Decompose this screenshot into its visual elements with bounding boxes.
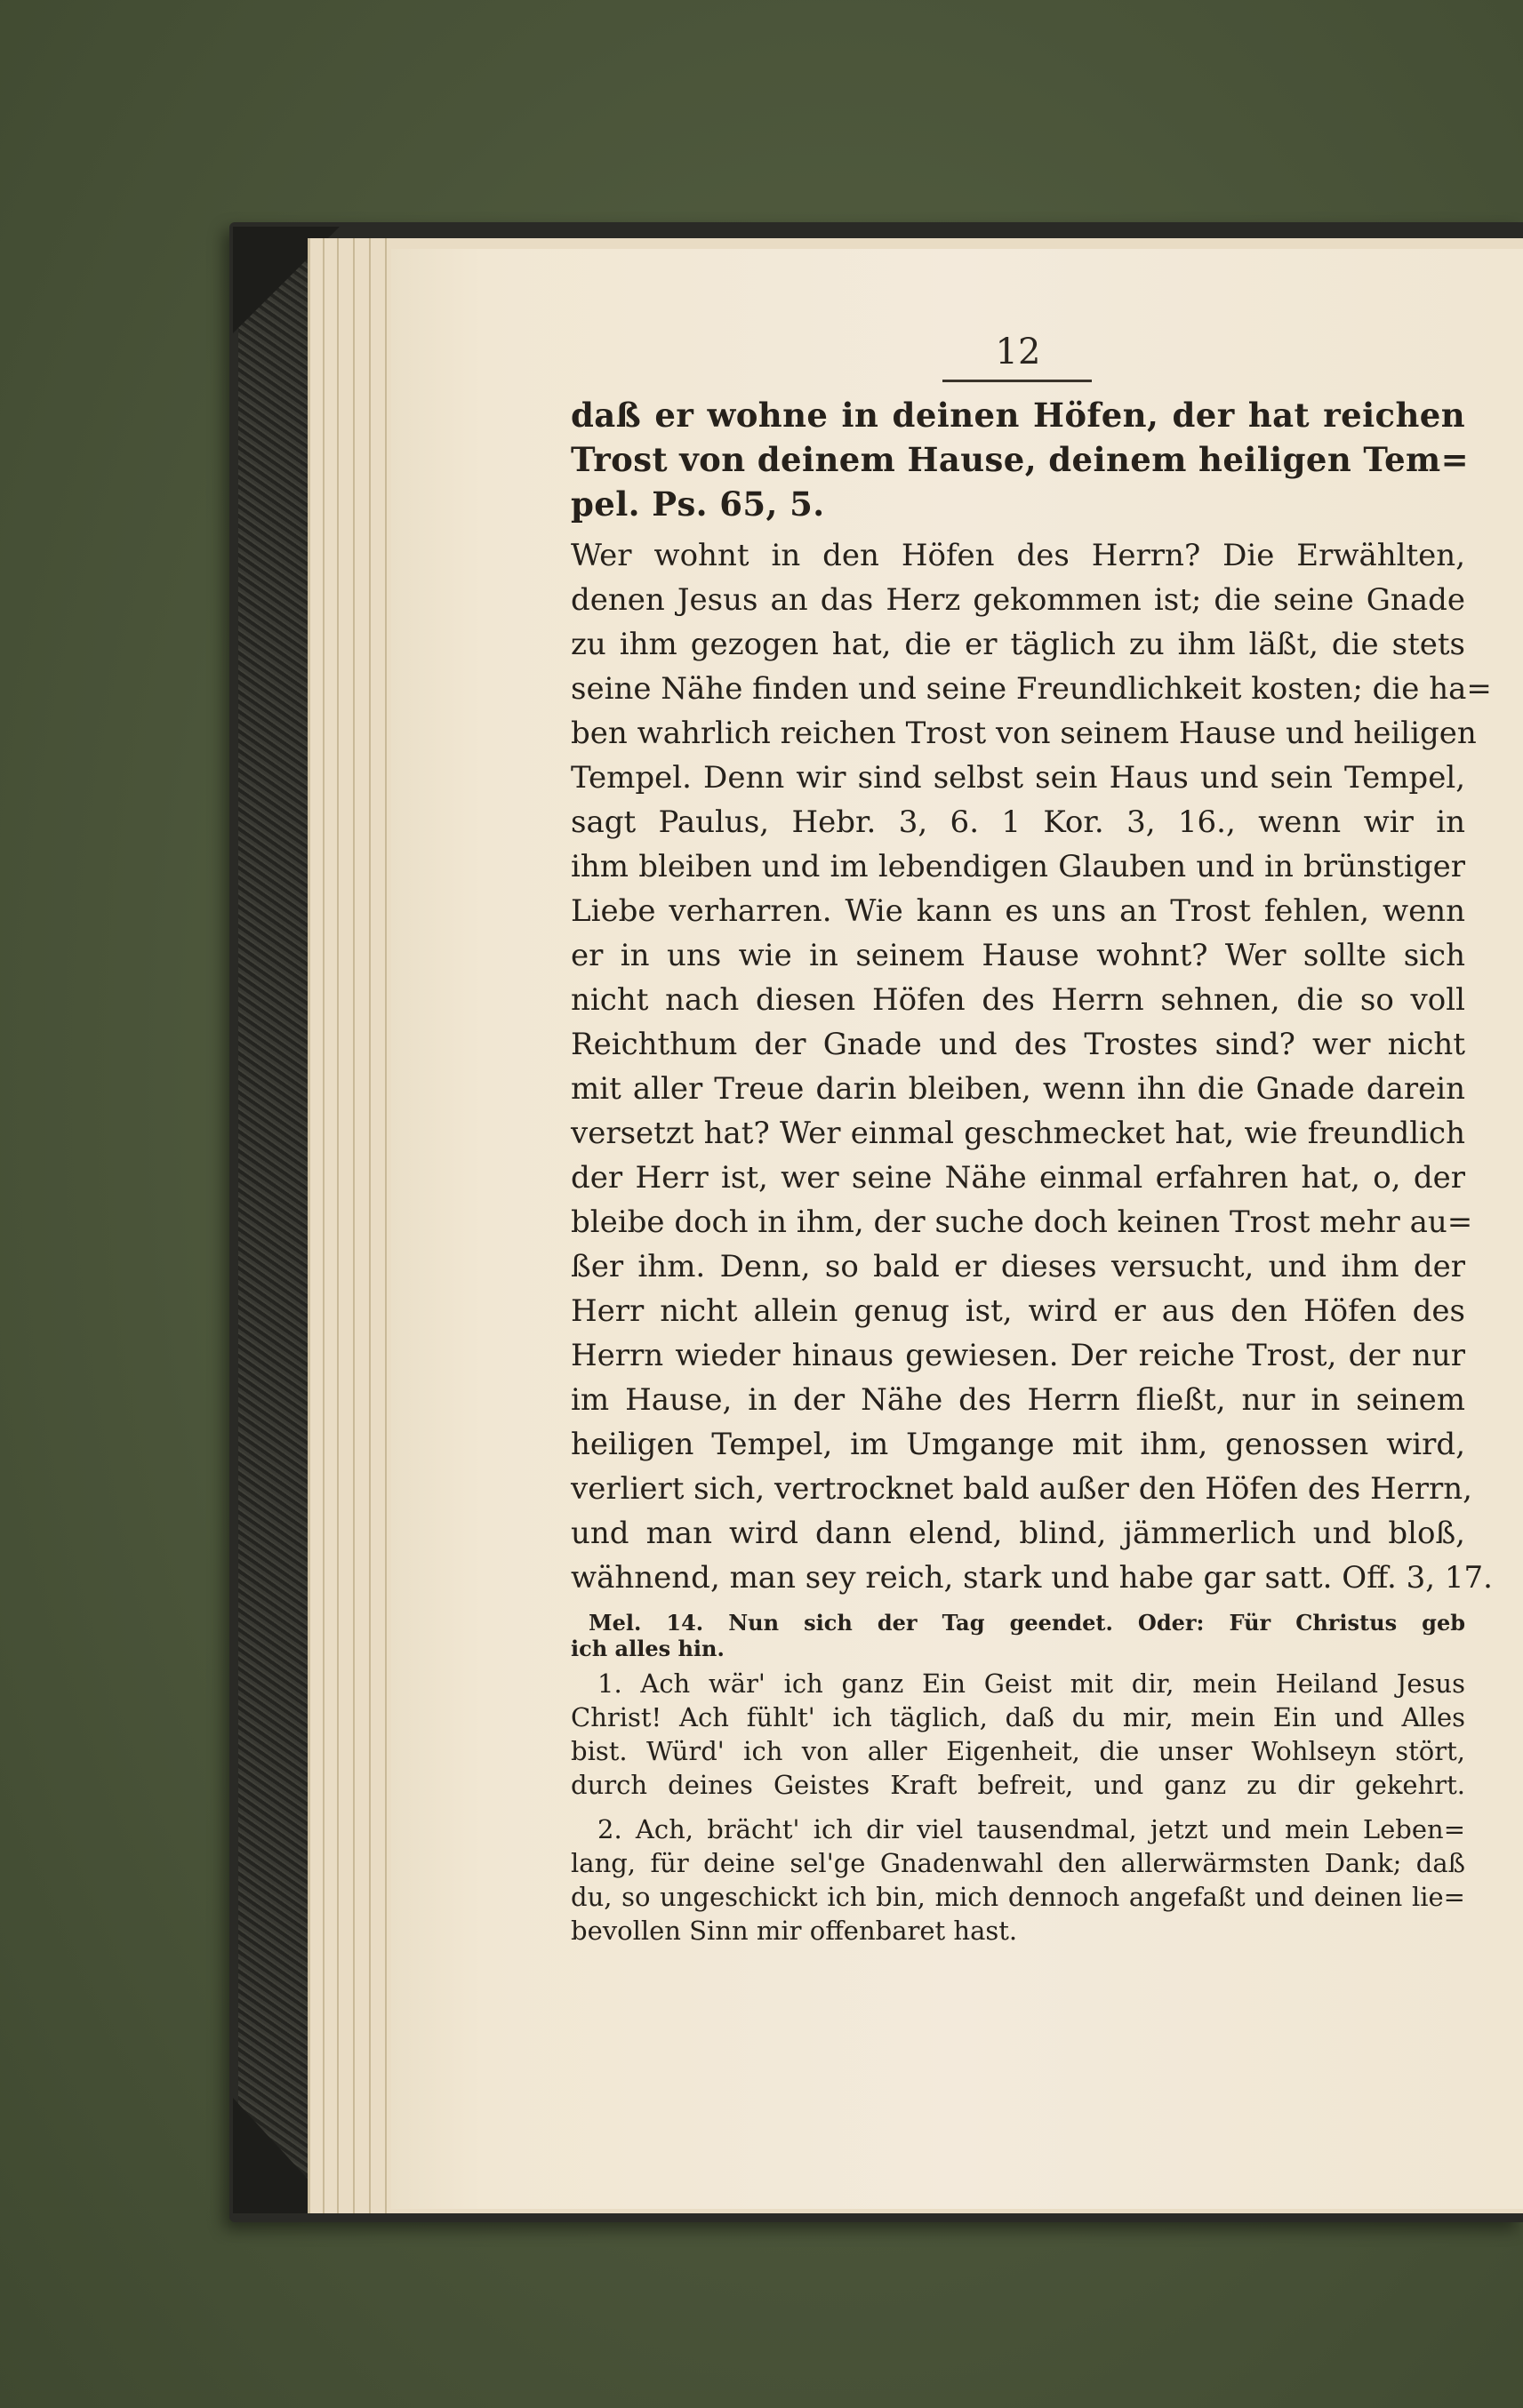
body-line: ben wahrlich reichen Trost von seinem Hause und heiligen (571, 716, 1477, 751)
body-line: Tempel. Denn wir sind selbst sein Haus und sein Tempel, (571, 760, 1465, 796)
page-number: 12 (995, 332, 1041, 372)
body-line: nicht nach diesen Höfen des Herrn sehnen, die so voll (571, 982, 1465, 1018)
hymn-melody-line: ich alles hin. (571, 1636, 725, 1661)
body-line: ihm bleiben und im lebendigen Glauben und in brünstiger (571, 849, 1465, 884)
body-line: ßer ihm. Denn, so bald er dieses versucht, und ihm der (571, 1249, 1465, 1284)
body-line: sagt Paulus, Hebr. 3, 6. 1 Kor. 3, 16., wenn wir in (571, 804, 1465, 840)
hymn-verse-line: bist. Würd' ich von aller Eigenheit, die unser Wohlseyn stört, (571, 1736, 1465, 1766)
body-line: mit aller Treue darin bleiben, wenn ihn die Gnade darein (571, 1071, 1465, 1107)
page-edge-line (385, 238, 387, 2213)
body-line: Herr nicht allein genug ist, wird er aus den Höfen des (571, 1293, 1465, 1329)
hymn-verse-line: lang, für deine sel'ge Gnadenwahl den allerwärmsten Dank; daß (571, 1848, 1465, 1878)
body-line: Wer wohnt in den Höfen des Herrn? Die Erwählten, (571, 538, 1465, 573)
hymn-verse-line: du, so ungeschickt ich bin, mich dennoch angefaßt und deinen lie= (571, 1882, 1465, 1912)
body-line: Reichthum der Gnade und des Trostes sind? wer nicht (571, 1027, 1465, 1062)
page-edge-line (369, 238, 371, 2213)
page-edge-line (337, 238, 339, 2213)
marbled-cover-edge (238, 233, 318, 2211)
page-number-rule (942, 380, 1092, 382)
page-edge-line (323, 238, 325, 2213)
page-edge-line (353, 238, 355, 2213)
scripture-line: pel. Ps. 65, 5. (571, 484, 825, 524)
hymn-melody-line: Mel. 14. Nun sich der Tag geendet. Oder: Für Christus geb (589, 1610, 1465, 1636)
body-line: versetzt hat? Wer einmal geschmecket hat, wie freundlich (571, 1116, 1465, 1151)
hymn-verse-line: durch deines Geistes Kraft befreit, und ganz zu dir gekehrt. (571, 1770, 1465, 1800)
hymn-verse-line: bevollen Sinn mir offenbaret hast. (571, 1916, 1018, 1946)
scripture-line: daß er wohne in deinen Höfen, der hat reichen (571, 396, 1465, 435)
body-line: seine Nähe finden und seine Freundlichkeit kosten; die ha= (571, 671, 1492, 707)
body-line: Liebe verharren. Wie kann es uns an Trost fehlen, wenn (571, 893, 1465, 929)
body-line: zu ihm gezogen hat, die er täglich zu ihm läßt, die stets (571, 627, 1465, 662)
body-line: bleibe doch in ihm, der suche doch keinen Trost mehr au= (571, 1204, 1473, 1240)
body-line: denen Jesus an das Herz gekommen ist; die seine Gnade (571, 582, 1465, 618)
hymn-verse-line: Christ! Ach fühlt' ich täglich, daß du mir, mein Ein und Alles (571, 1702, 1465, 1732)
body-line: wähnend, man sey reich, stark und habe gar satt. Off. 3, 17. (571, 1560, 1493, 1596)
body-line: und man wird dann elend, blind, jämmerlich und bloß, (571, 1516, 1465, 1551)
body-line: Herrn wieder hinaus gewiesen. Der reiche Trost, der nur (571, 1338, 1465, 1373)
body-line: der Herr ist, wer seine Nähe einmal erfahren hat, o, der (571, 1160, 1465, 1196)
body-line: er in uns wie in seinem Hause wohnt? Wer sollte sich (571, 938, 1465, 973)
body-line: verliert sich, vertrocknet bald außer den Höfen des Herrn, (571, 1471, 1472, 1507)
hymn-verse-line: 1. Ach wär' ich ganz Ein Geist mit dir, mein Heiland Jesus (597, 1668, 1465, 1699)
body-line: im Hause, in der Nähe des Herrn fließt, nur in seinem (571, 1382, 1465, 1418)
body-line: heiligen Tempel, im Umgange mit ihm, genossen wird, (571, 1427, 1465, 1462)
hymn-verse-line: 2. Ach, brächt' ich dir viel tausendmal, jetzt und mein Leben= (597, 1814, 1465, 1844)
scripture-line: Trost von deinem Hause, deinem heiligen Tem= (571, 440, 1470, 479)
